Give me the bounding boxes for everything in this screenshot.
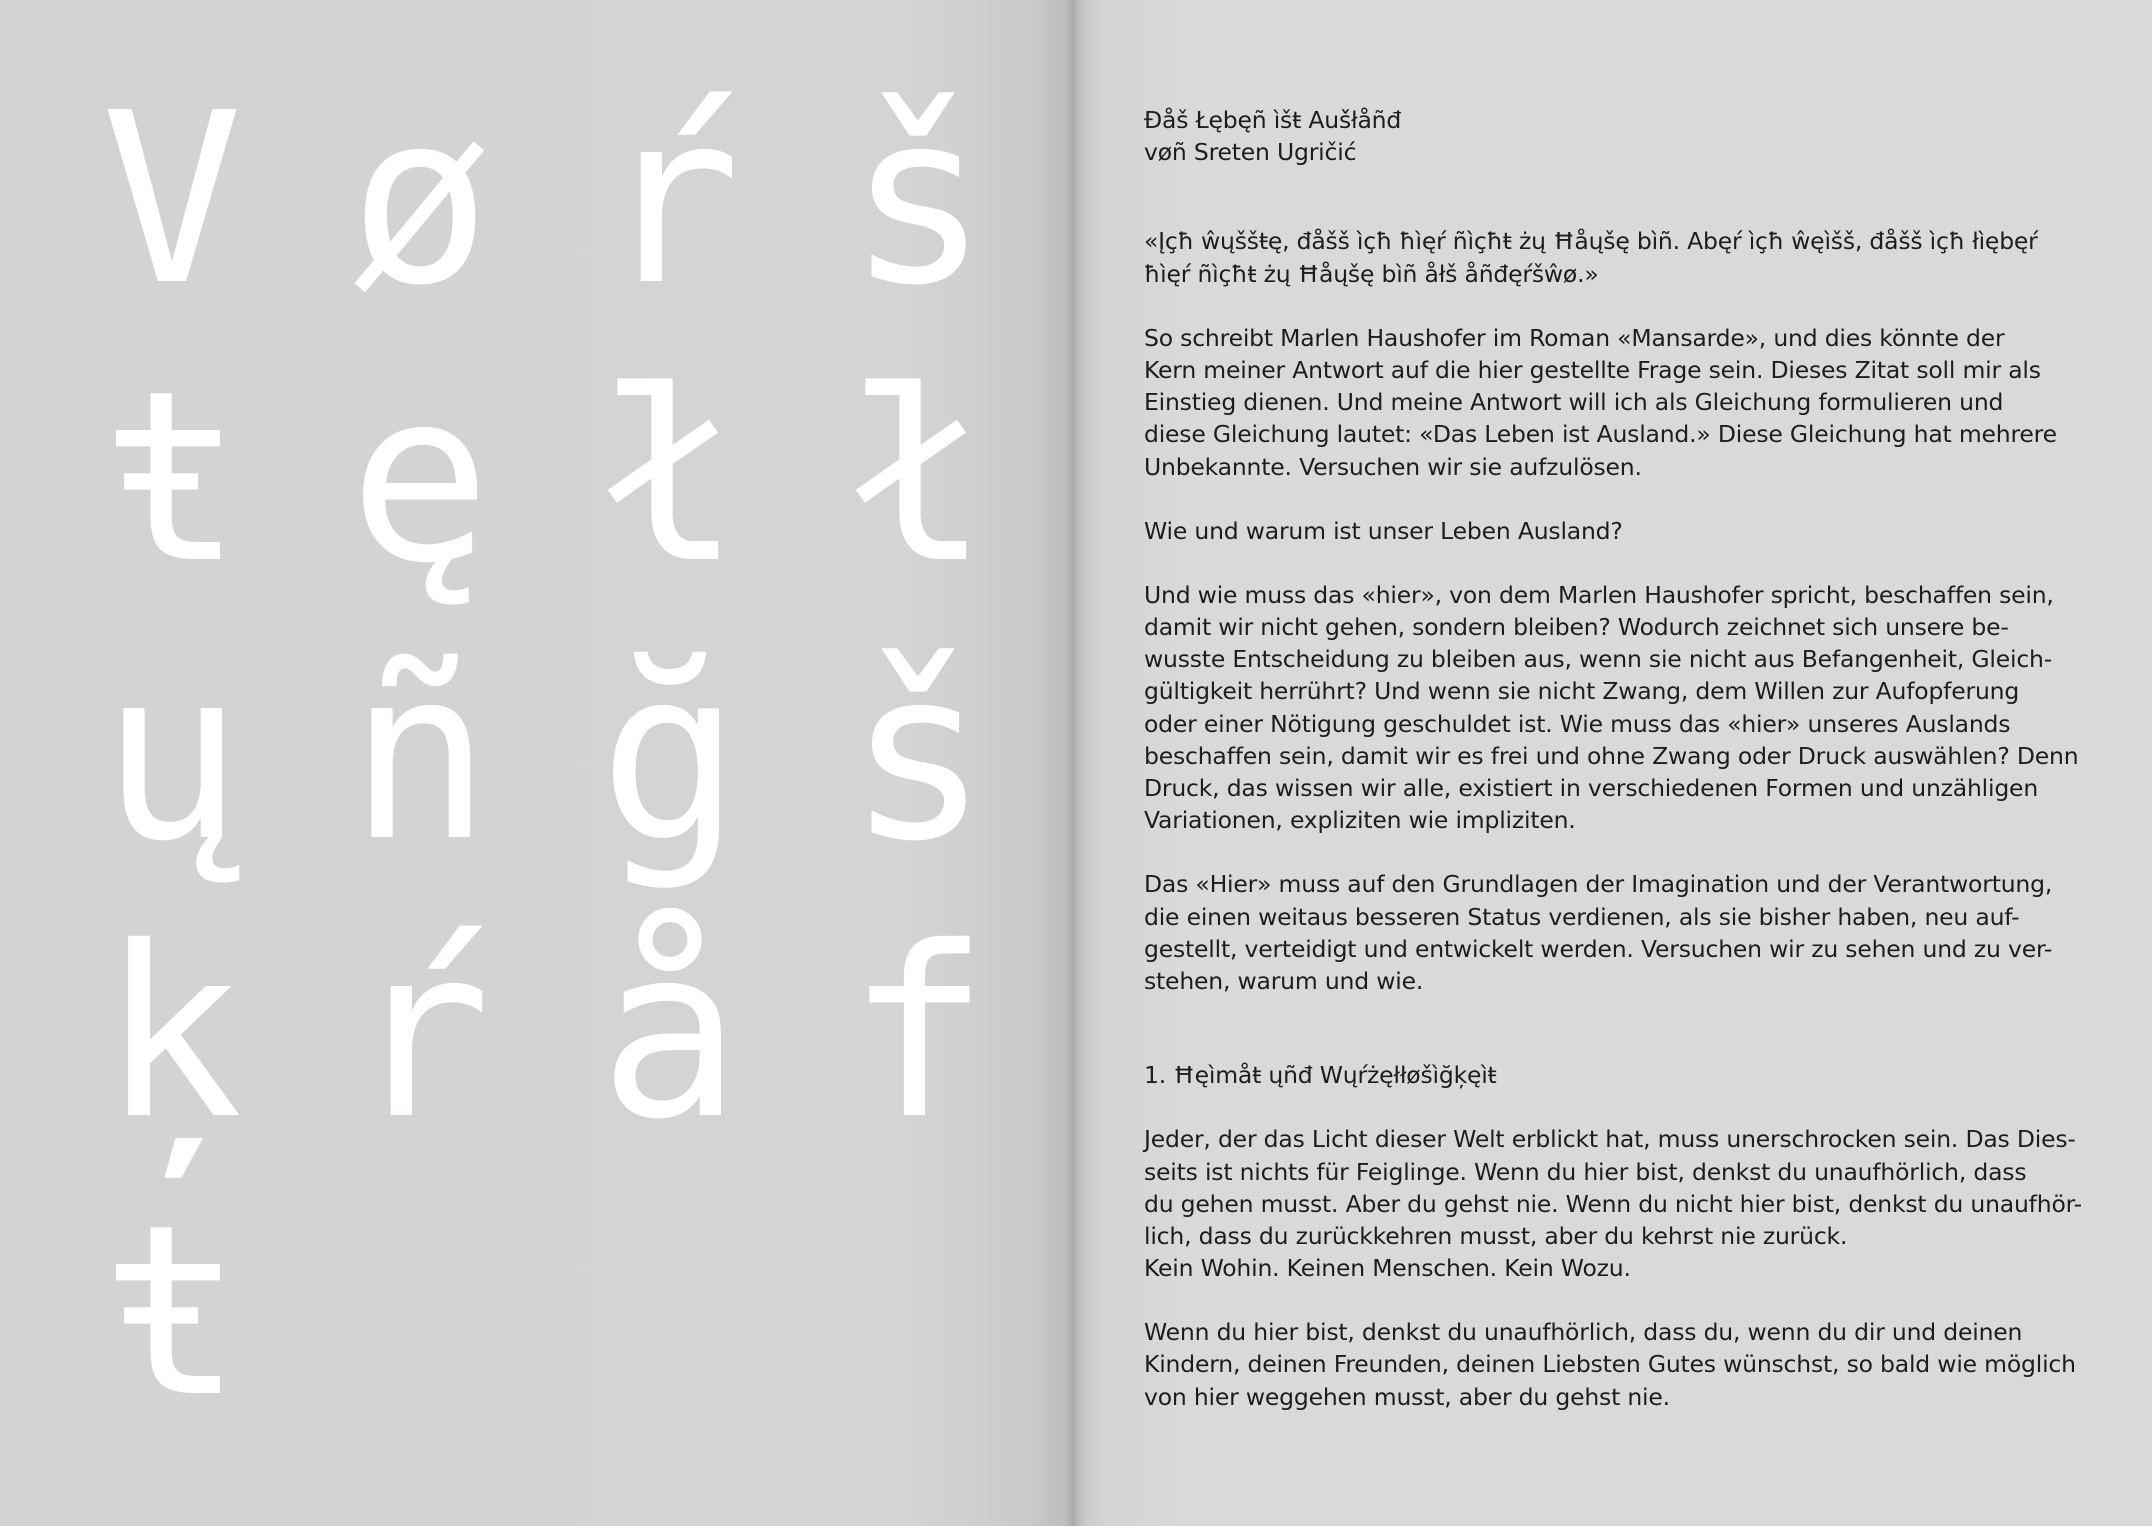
- glyph-letter: ŕ: [348, 896, 492, 1171]
- quote-line: «Įçħ ŵųššŧę, đåšš ìçħ ħìęŕ ñìçħŧ żų Ħåųšę bìñ. Abęŕ ìçħ ŵęìšš, đåšš ìçħ łìębęŕ: [1144, 227, 2038, 256]
- glyph-letter: ł: [846, 340, 990, 615]
- paragraph-line: gestellt, verteidigt und entwickelt werden. Versuchen wir zu sehen und zu ver-: [1144, 934, 2053, 963]
- glyph-letter: ñ: [348, 618, 492, 893]
- paragraph-line: Einstieg dienen. Und meine Antwort will ich als Gleichung formulieren und: [1144, 388, 2004, 417]
- glyph-letter: š: [846, 62, 990, 337]
- paragraph-line: Wenn du hier bist, denkst du unaufhörlich, dass du, wenn du dir und deinen: [1144, 1318, 2023, 1347]
- paragraph-line: du gehen musst. Aber du gehst nie. Wenn du nicht hier bist, denkst du unaufhör-: [1144, 1189, 2082, 1218]
- paragraph-line: Kern meiner Antwort auf die hier gestellte Frage sein. Dieses Zitat soll mir als: [1144, 355, 2041, 384]
- glyph-letter: ğ: [598, 618, 742, 893]
- paragraph-line: von hier weggehen musst, aber du gehst nie.: [1144, 1382, 1670, 1411]
- paragraph-line: oder einer Nötigung geschuldet ist. Wie muss das «hier» unseres Auslands: [1144, 709, 2011, 738]
- paragraph-line: seits ist nichts für Feiglinge. Wenn du hier bist, denkst du unaufhörlich, dass: [1144, 1157, 2027, 1186]
- paragraph-line: Kindern, deinen Freunden, deinen Liebsten Gutes wünschst, so bald wie möglich: [1144, 1350, 2076, 1379]
- paragraph: [1144, 1316, 2076, 1413]
- paragraph-line: diese Gleichung lautet: «Das Leben ist Ausland.» Diese Gleichung hat mehrere: [1144, 420, 2057, 449]
- glyph-letter: V: [100, 62, 244, 337]
- paragraph-line: Variationen, expliziten wie impliziten.: [1144, 806, 1576, 835]
- article-title: Đåš Łębęñ ìšŧ Auš̌łåñđ: [1144, 106, 1402, 134]
- paragraph-line: Jeder, der das Licht dieser Welt erblickt hat, muss unerschrocken sein. Das Dies-: [1144, 1125, 2076, 1154]
- glyph-letter: š: [846, 618, 990, 893]
- glyph-grid: [0, 0, 1074, 1526]
- paragraph-line: Kein Wohin. Keinen Menschen. Kein Wozu.: [1144, 1254, 1631, 1283]
- paragraph-line: die einen weitaus besseren Status verdienen, als sie bisher haben, neu auf-: [1144, 902, 2020, 931]
- paragraph: [1144, 515, 2044, 547]
- glyph-letter: ŕ: [598, 62, 742, 337]
- paragraph-line: Und wie muss das «hier», von dem Marlen Haushofer spricht, beschaffen sein,: [1144, 580, 2054, 609]
- article-text: [1144, 104, 2082, 1413]
- paragraph: [1144, 868, 2053, 997]
- paragraph-line: gültigkeit herrührt? Und wenn sie nicht Zwang, dem Willen zur Aufopferung: [1144, 677, 2020, 706]
- glyph-letter: ł: [598, 340, 742, 615]
- paragraph-line: damit wir nicht gehen, sondern bleiben? Wodurch zeichnet sich unsere be-: [1144, 613, 2009, 642]
- paragraph-line: beschaffen sein, damit wir es frei und ohne Zwang oder Druck auswählen? Denn: [1144, 741, 2079, 770]
- glyph-letter: å: [598, 896, 742, 1171]
- section-heading: 1. Ħęìmåŧ ųñđ Wųŕżęłłøšìğķęìŧ: [1144, 1061, 1497, 1090]
- paragraph-line: Unbekannte. Versuchen wir sie aufzulösen.: [1144, 452, 1642, 481]
- quote-line: ħìęŕ ñìçħŧ żų Ħåųšę bìñ åłš åñđęŕšŵø.»: [1144, 259, 1599, 288]
- glyph-letter: ŧ: [100, 340, 244, 615]
- paragraph-line: wusste Entscheidung zu bleiben aus, wenn sie nicht aus Befangenheit, Gleich-: [1144, 645, 2053, 674]
- glyph-letter: ø: [348, 62, 492, 337]
- glyph-letter: ŧ: [100, 1174, 244, 1449]
- paragraph-line: lich, dass du zurückkehren musst, aber du kehrst nie zurück.: [1144, 1221, 1848, 1250]
- paragraph-line: So schreibt Marlen Haushofer im Roman «Mansarde», und dies könnte der: [1144, 323, 2005, 352]
- paragraph: [1144, 1123, 2082, 1284]
- glyph-letter: f: [846, 896, 990, 1171]
- quote-block: [1144, 225, 2044, 289]
- article-byline: vøñ Sreten Ugričić: [1144, 138, 1357, 167]
- paragraph: [1144, 579, 2079, 837]
- paragraph-line: Wie und warum ist unser Leben Ausland?: [1144, 516, 1623, 545]
- right-page: [1074, 0, 2152, 1526]
- glyph-letter: ķ: [100, 896, 244, 1171]
- paragraph-line: stehen, warum und wie.: [1144, 966, 1424, 995]
- paragraph-line: Druck, das wissen wir alle, existiert in verschiedenen Formen und unzähligen: [1144, 774, 2039, 802]
- glyph-letter: ę: [348, 340, 492, 615]
- paragraph-line: Das «Hier» muss auf den Grundlagen der Imagination und der Verantwortung,: [1144, 870, 2053, 899]
- glyph-letter: ų: [100, 618, 244, 893]
- left-page: [0, 0, 1074, 1526]
- paragraph: [1144, 322, 2057, 483]
